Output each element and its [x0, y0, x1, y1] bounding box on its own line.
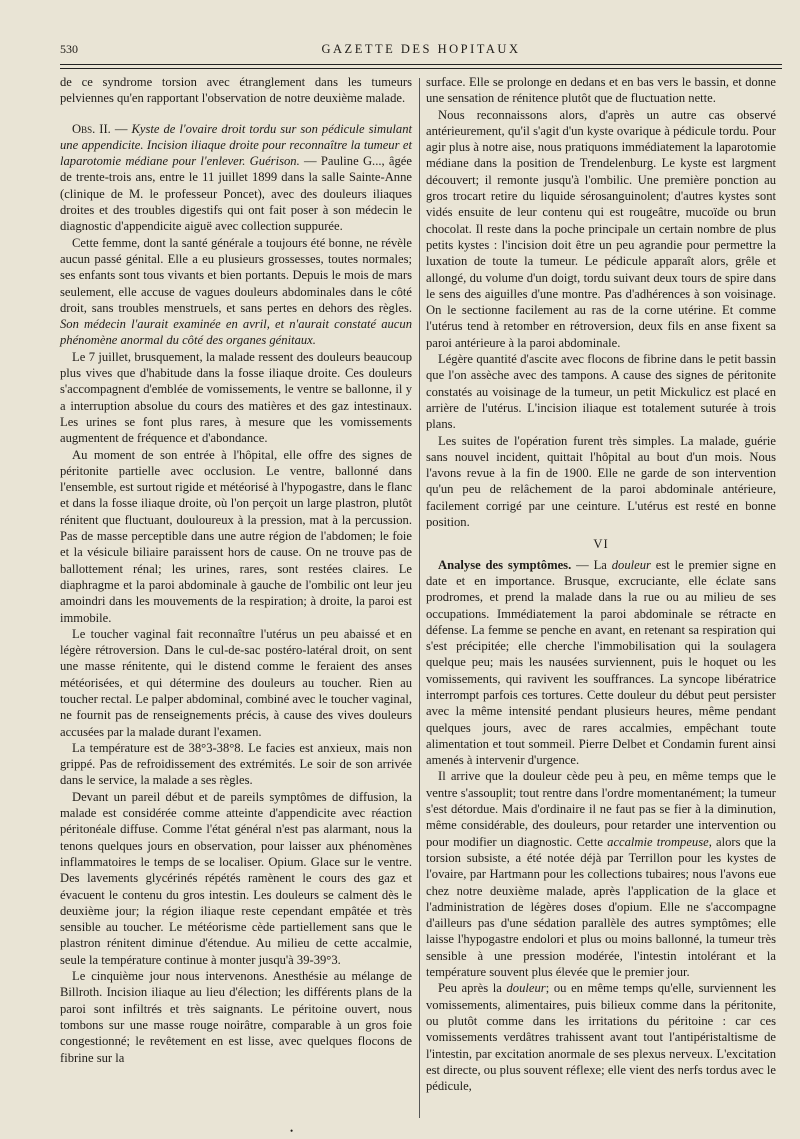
paragraph: Légère quantité d'ascite avec flocons de fibrine dans le petit bassin que l'on assèche avec des tampons. A cause des signes de péritonite constatés au voisinage de la tumeur, un petit Mickulicz est placé en arrière de l'utérus. L'incision iliaque est totalement suturée à trois plans.	[426, 352, 776, 432]
paragraph-italic: douleur	[506, 981, 546, 996]
paragraph: de ce syndrome torsion avec étranglement dans les tumeurs pelviennes qu'en rapportant l'observation de notre deuxième malade.	[60, 75, 412, 106]
paragraph-text: Il arrive que la douleur cède peu à peu, en même temps que le ventre s'assouplit; tout rentre dans l'ordre momentanément; la tumeur s'est détordue. Mais d'ordinaire il ne faut pas se fier à la diminution, même considérable, des douleurs, pour retarder une intervention ou pour modifier un diagnostic. Cette	[426, 769, 776, 849]
paragraph-text: est le premier signe en date et en importance. Brusque, excruciante, elle éclate sans prodromes, et prend la malade dans la rue ou au milieu de ses occupations. Immédiatement la paroi abdominale se rétracte en défense. La femme se penche en avant, en retenant sa respiration qui s'est précipitée; elle cherche l'immobilisation qui la soulagera quelque peu; mais les nausées surviennent, puis le hoquet ou les vomissements, qui ravivent les souffrances. La syncope libératrice interrompt parfois ces tortures. Cette douleur du début peut persister avec la même intensité pendant plusieurs heures, même pendant quelques jours, avec de rares accalmies, empêchant toute alimentation et tout sommeil. Pierre Delbet et Condamin furent ainsi amenés à intervenir d'urgence.	[426, 557, 776, 768]
paragraph-text: , alors que la torsion subsiste, a été notée déjà par Terrillon pour les kystes de l'ovaire, par Hartmann pour les collections tubaires; nous l'avons eue chez notre deuxième malade, après l'application de la glace et l'administration de légères doses d'opium. Elle ne s'accompagne d'ailleurs pas d'une sédation parallèle des autres symptômes; elle laisse l'hypogastre endolori et plus ou moins ballonné, la tumeur très sensible à une pression modérée, l'intestin intolérant et la température souvent plus élevée que le premier jour.	[426, 834, 776, 980]
paragraph: surface. Elle se prolonge en dedans et en bas vers le bassin, et donne une sensation de rénitence plutôt que de fluctuation nette.	[426, 75, 776, 106]
paragraph	[60, 235, 412, 349]
observation-label: Obs. II. —	[72, 121, 128, 136]
paragraph: La température est de 38°3-38°8. Le facies est anxieux, mais non grippé. Pas de refroidissement des extrémités. Le soir de son arrivée dans le service, la malade a ses règles.	[60, 740, 412, 788]
header-rule-thin	[60, 68, 782, 69]
paragraph	[426, 557, 776, 769]
paragraph: Devant un pareil début et de pareils symptômes de diffusion, la malade est considérée comme atteinte d'appendicite avec réaction péritonéale diffuse. Comme l'état général n'est pas alarmant, nous la tenons quelques jours en observation, pour laisser aux phénomènes inflammatoires le temps de se localiser. Opium. Glace sur le ventre. Des lavements glycérinés répétés ramènent le cours des gaz et évacuent le contenu du gros intestin. Les douleurs se calment dès le deuxième jour; la région iliaque reste cependant empâtée et très sensible au toucher. Le météorisme cède partiellement sans que le plastron rénitent diminue d'étendue. Au milieu de cette accalmie, seule la température continue à monter jusqu'à 39-39°3.	[60, 789, 412, 967]
paragraph-text: Peu après la	[438, 981, 507, 996]
paragraph-text: ; ou en même temps qu'elle, surviennent les vomissements, alimentaires, puis bilieux comme dans la péritonite, ou plutôt comme dans les irritations du péritoine : car ces vomissements verdâtres trahissent avant tout l'antipéristaltisme de l'intestin, par excitation anormale de ses plexus nerveux. L'excitation est directe, ou plus souvent réflexe; elle vient des nerfs tordus avec le pédicule,	[426, 981, 776, 1094]
running-title: GAZETTE DES HOPITAUX	[321, 42, 521, 56]
page-number: 530	[60, 42, 78, 56]
observation-text: — Pauline G..., âgée de trente-trois ans, entre le 11 juillet 1899 dans la salle Sainte-Anne (clinique de M. le professeur Poncet), avec des douleurs iliaques droites et des troubles digestifs qui ont fait poser à son médecin le diagnostic d'appendicite aiguë avec collection suppurée.	[60, 154, 412, 234]
header-rule	[60, 64, 782, 65]
observation-paragraph	[60, 121, 412, 235]
page-header	[60, 38, 782, 62]
section-number: VI	[593, 537, 609, 552]
left-column	[60, 74, 412, 1066]
footer-mark: •	[290, 1126, 294, 1136]
paragraph-italic: accalmie trompeuse	[607, 834, 709, 849]
paragraph: Nous reconnaissons alors, d'après un autre cas observé antérieurement, qu'il s'agit d'un kyste ovarique à pédicule tordu. Pour agir plus à notre aise, nous pratiquons immédiatement la laparotomie médiane dans la position de Trendelenburg. Le kyste est largment découvert; il remonte jusqu'à l'ombilic. Une première ponction au gros trocart retire du liquide sérosanguinolent; d'autres kystes sont vidés ensuite de leur contenu qui est rougeâtre, mucoïde ou brun chocolat. Il reste dans la poche principale un certain nombre de plus petits kystes : l'incision doit être un peu agrandie pour permettre la luxation de toute la tumeur. Le pédicule apparaît alors, grêle et allongé, du volume d'un doigt, tordu suivant deux tours de spire dans le sens des aiguilles d'une montre. Pas d'adhérences à son voisinage. On le sectionne facilement au ras de la corne utérine. Et comme l'utérus tend à retomber en rétroversion, deux fils en anse fixent sa paroi antérieure à la paroi abdominale.	[426, 107, 776, 350]
paragraph: Le 7 juillet, brusquement, la malade ressent des douleurs beaucoup plus vives que d'habitude dans la fosse iliaque droite. Ces douleurs s'accompagnent d'emblée de vomissements, le ventre se ballonne, il y a interruption absolue du cours des matières et des gaz intestinaux. Les urines se font plus rares, à mesure que les vomissements augmentent de fréquence et d'abondance.	[60, 349, 412, 446]
paragraph-italic: douleur	[611, 557, 651, 572]
paragraph	[426, 980, 776, 1094]
paragraph: Le toucher vaginal fait reconnaître l'utérus un peu abaissé et en légère rétroversion. Dans le cul-de-sac postéro-latéral droit, on sent une masse rénitente, qui le distend comme le feraient des anses météorisées, et qui détermine des douleurs au toucher. Rien au toucher rectal. Le palper abdominal, combiné avec le toucher vaginal, ne fournit pas de renseignements précis, à cause des vives douleurs accusées par la malade durant l'examen.	[60, 626, 412, 739]
right-column	[426, 74, 776, 1094]
paragraph	[426, 768, 776, 980]
column-divider	[419, 78, 420, 1118]
paragraph-text: Cette femme, dont la santé générale a toujours été bonne, ne révèle aucun passé génital. Elle a eu plusieurs grossesses, toutes normales; ses enfants sont tous vivants et bien portants. Depuis le mois de mars seulement, elle accuse de vagues douleurs abdominales dans le côté droit, sans troubles menstruels, et sans pertes en dehors des règles.	[60, 235, 412, 315]
observation-title: Kyste de l'ovaire droit tordu sur son pédicule simulant une appendicite. Incision iliaque droite pour reconnaître la tumeur et laparotomie médiane pour l'enlever. Guérison.	[60, 121, 413, 169]
paragraph: Au moment de son entrée à l'hôpital, elle offre des signes de péritonite partielle avec occlusion. Le ventre, ballonné dans l'ensemble, est surtout rigide et météorisé à l'hypogastre, dans le flanc et dans la fosse iliaque droite, où l'on perçoit un large plastron, plutôt rénitent que fluctuant, douloureux à la pression, mat à la percussion. Pas de masse perceptible dans une autre région de l'abdomen; le foie et la vésicule biliaire paraissent hors de cause. On ne trouve pas de ballottement rénal; les urines, rares, sont restées claires. Le diaphragme et la paroi abdominale à gauche de l'ombilic ont leur jeu amoindri dans les mouvements de la respiration; à droite, la paroi est immobile.	[60, 447, 412, 625]
paragraph-italic: Son médecin l'aurait examinée en avril, et n'aurait constaté aucun phénomène anormal du côté des organes génitaux.	[60, 317, 412, 348]
section-heading: Analyse des symptômes.	[438, 557, 572, 572]
paragraph: Le cinquième jour nous intervenons. Anesthésie au mélange de Billroth. Incision iliaque au lieu d'élection; les différents plans de la paroi sont infiltrés et très saignants. Le péritoine ouvert, nous tombons sur une masse rouge noirâtre, comparable à un gros foie congestionné; le revêtement en est lisse, avec quelques flocons de fibrine sur la	[60, 969, 412, 1065]
paragraph: Les suites de l'opération furent très simples. La malade, guérie sans nouvel incident, quittait l'hôpital au bout d'un mois. Nous l'avons revue à la fin de 1900. Elle ne garde de son intervention qu'un peu de relâchement de la paroi abdominale antérieure, facilement corrigé par une ceinture. L'utérus est resté en bonne position.	[426, 433, 776, 530]
paragraph-text: — La	[571, 557, 612, 572]
